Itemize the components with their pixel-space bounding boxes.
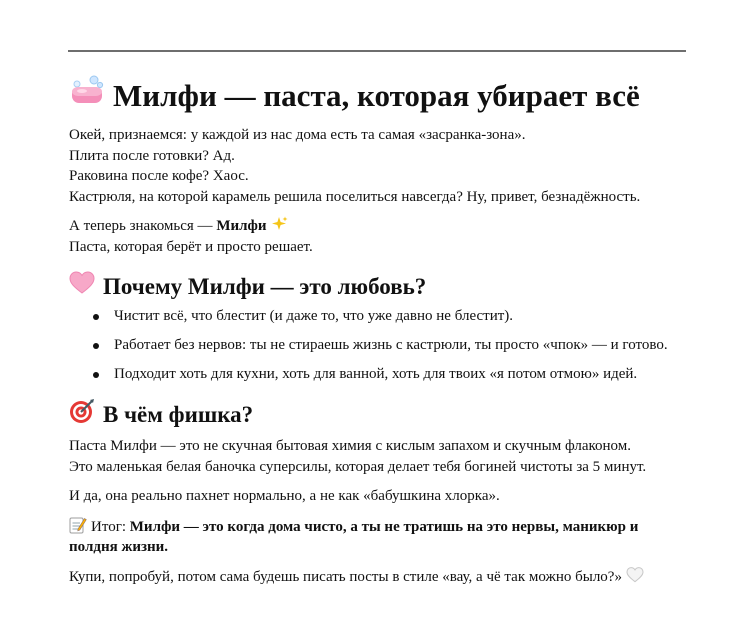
intro-line-4: Кастрюля, на которой карамель решила поселиться навсегда? Ну, привет, безнадёжность.: [69, 188, 641, 205]
intro2-line-2: Паста, которая берёт и просто решает.: [69, 238, 313, 255]
summary-line-2: [69, 537, 699, 558]
list-item: Подходит хоть для кухни, хоть для ванной, хоть для твоих «я потом отмою» идей.: [69, 364, 699, 384]
sparkles-icon: [270, 216, 288, 237]
list-item: Работает без нервов: ты не стираешь жизнь с кастрюли, ты просто «чпок» — и готово.: [69, 335, 699, 355]
post-title: [69, 74, 699, 117]
feature-line-2: Это маленькая белая баночка суперсилы, которая делает тебя богиней чистоты за 5 минут.: [69, 458, 647, 475]
post-content: [69, 74, 699, 587]
horizontal-rule: [68, 50, 686, 52]
white-heart-icon: [626, 567, 644, 588]
intro-line-2: Плита после готовки? Ад.: [69, 147, 235, 164]
section-heading-feature: [69, 398, 699, 432]
intro2-prefix: А теперь знакомься —: [69, 218, 217, 234]
list-item: Чистит всё, что блестит (и даже то, что уже давно не блестит).: [69, 306, 699, 326]
pink-heart-icon: [69, 271, 95, 303]
intro-paragraph-2: [69, 216, 699, 257]
section-heading-love-text: Почему Милфи — это любовь?: [103, 274, 427, 299]
memo-icon: [69, 516, 87, 538]
cta-paragraph: [69, 567, 699, 588]
feature-line-1: Паста Милфи — это не скучная бытовая химия с кислым запахом и скучным флаконом.: [69, 438, 631, 454]
section-heading-love: [69, 271, 699, 303]
summary-bold-1: Милфи — это когда дома чисто, а ты не тратишь на это нервы, маникюр и: [129, 518, 639, 535]
feature-paragraph: [69, 436, 699, 477]
intro-paragraph: [69, 125, 699, 207]
post-title-text: Милфи — паста, которая убирает всё: [113, 77, 640, 113]
section-heading-feature-text: В чём фишка?: [103, 402, 254, 427]
target-icon: [69, 398, 95, 432]
intro-line-1: Окей, признаемся: у каждой из нас дома есть та самая «засранка-зона».: [69, 127, 526, 143]
summary-line-1: [69, 516, 699, 538]
benefits-list: [69, 306, 699, 384]
cta-text: Купи, попробуй, потом сама будешь писать посты в стиле «вау, а чё так можно было?»: [69, 568, 622, 585]
brand-name: Милфи: [216, 218, 267, 234]
smell-paragraph: И да, она реально пахнет нормально, а не как «бабушкина хлорка».: [69, 488, 500, 504]
intro2-line-1: [69, 216, 699, 237]
soap-icon: [69, 74, 105, 117]
summary-label: Итог:: [91, 518, 130, 535]
summary-bold-2: полдня жизни.: [69, 539, 169, 555]
summary-paragraph: [69, 516, 699, 558]
intro-line-3: Раковина после кофе? Хаос.: [69, 168, 249, 184]
